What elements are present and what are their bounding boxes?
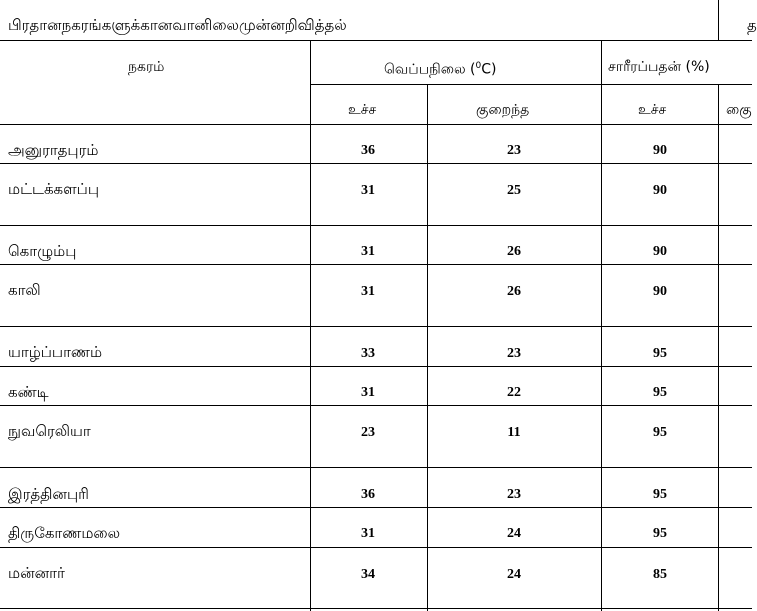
row-line [0, 547, 752, 548]
temp-high-value: 31 [361, 244, 375, 259]
temperature-unit-tail: C) [481, 61, 497, 78]
humidity-high-value: 85 [653, 567, 667, 582]
temp-low-value: 25 [507, 183, 521, 198]
col-header-temp-low: குறைந்த [476, 102, 530, 118]
city-name: கொழும்பு [8, 242, 77, 260]
temp-low-value: 11 [507, 425, 521, 440]
col-header-humidity: சாரீரப்பதன் (%) [608, 59, 710, 75]
temp-low-value: 22 [507, 385, 521, 400]
city-name: யாழ்ப்பாணம் [8, 343, 103, 361]
humidity-high-value: 90 [653, 183, 667, 198]
city-name: மன்னார் [8, 564, 65, 582]
col-header-temperature [384, 62, 497, 77]
city-name: கண்டி [8, 383, 49, 401]
temperature-label: வெப்பநிலை ( [384, 61, 476, 78]
humidity-high-value: 95 [653, 526, 667, 541]
city-name: அனுராதபுரம் [8, 141, 99, 159]
temp-high-value: 23 [361, 425, 375, 440]
city-name: காலி [8, 281, 41, 299]
row-line [0, 405, 752, 406]
humidity-high-value: 95 [653, 487, 667, 502]
col-header-temp-high: உச்ச [348, 102, 377, 118]
row-line [0, 326, 752, 327]
temp-low-value: 23 [507, 143, 521, 158]
title-underline [0, 40, 752, 41]
row-line [0, 225, 752, 226]
row-line [0, 264, 752, 265]
city-name: மட்டக்களப்பு [8, 180, 99, 198]
col-header-humidity-high: உச்ச [638, 102, 667, 118]
header-bottom-line [0, 124, 752, 125]
humidity-high-value: 90 [653, 284, 667, 299]
temperature-unit-sup: 0 [475, 61, 482, 71]
table-bottom-line [0, 608, 752, 609]
title-right-divider [718, 0, 719, 40]
temp-low-value: 23 [507, 346, 521, 361]
temp-high-value: 33 [361, 346, 375, 361]
temp-low-value: 26 [507, 284, 521, 299]
subheader-line [310, 84, 752, 85]
temp-high-value: 34 [361, 567, 375, 582]
temp-high-value: 36 [361, 487, 375, 502]
temp-high-value: 31 [361, 284, 375, 299]
col-header-humidity-low: குை [726, 102, 752, 118]
city-name: இரத்தினபுரி [8, 485, 89, 503]
humidity-high-value: 90 [653, 143, 667, 158]
temp-high-value: 31 [361, 526, 375, 541]
humidity-high-value: 95 [653, 346, 667, 361]
humidity-high-value: 95 [653, 425, 667, 440]
row-line [0, 507, 752, 508]
row-line [0, 366, 752, 367]
humidity-high-value: 95 [653, 385, 667, 400]
temp-low-value: 24 [507, 526, 521, 541]
page-title: பிரதானநகரங்களுக்கானவானிலைமுன்னறிவித்தல் [8, 16, 347, 34]
temp-low-value: 24 [507, 567, 521, 582]
row-line [0, 467, 752, 468]
city-name: நுவரெலியா [8, 422, 91, 440]
temp-low-value: 26 [507, 244, 521, 259]
city-name: திருகோணமலை [8, 524, 121, 542]
col-header-city: நகரம் [128, 59, 165, 75]
temp-low-value: 23 [507, 487, 521, 502]
title-right-fragment: த [747, 16, 757, 34]
row-line [0, 163, 752, 164]
temp-high-value: 31 [361, 385, 375, 400]
temp-high-value: 31 [361, 183, 375, 198]
humidity-high-value: 90 [653, 244, 667, 259]
temp-high-value: 36 [361, 143, 375, 158]
